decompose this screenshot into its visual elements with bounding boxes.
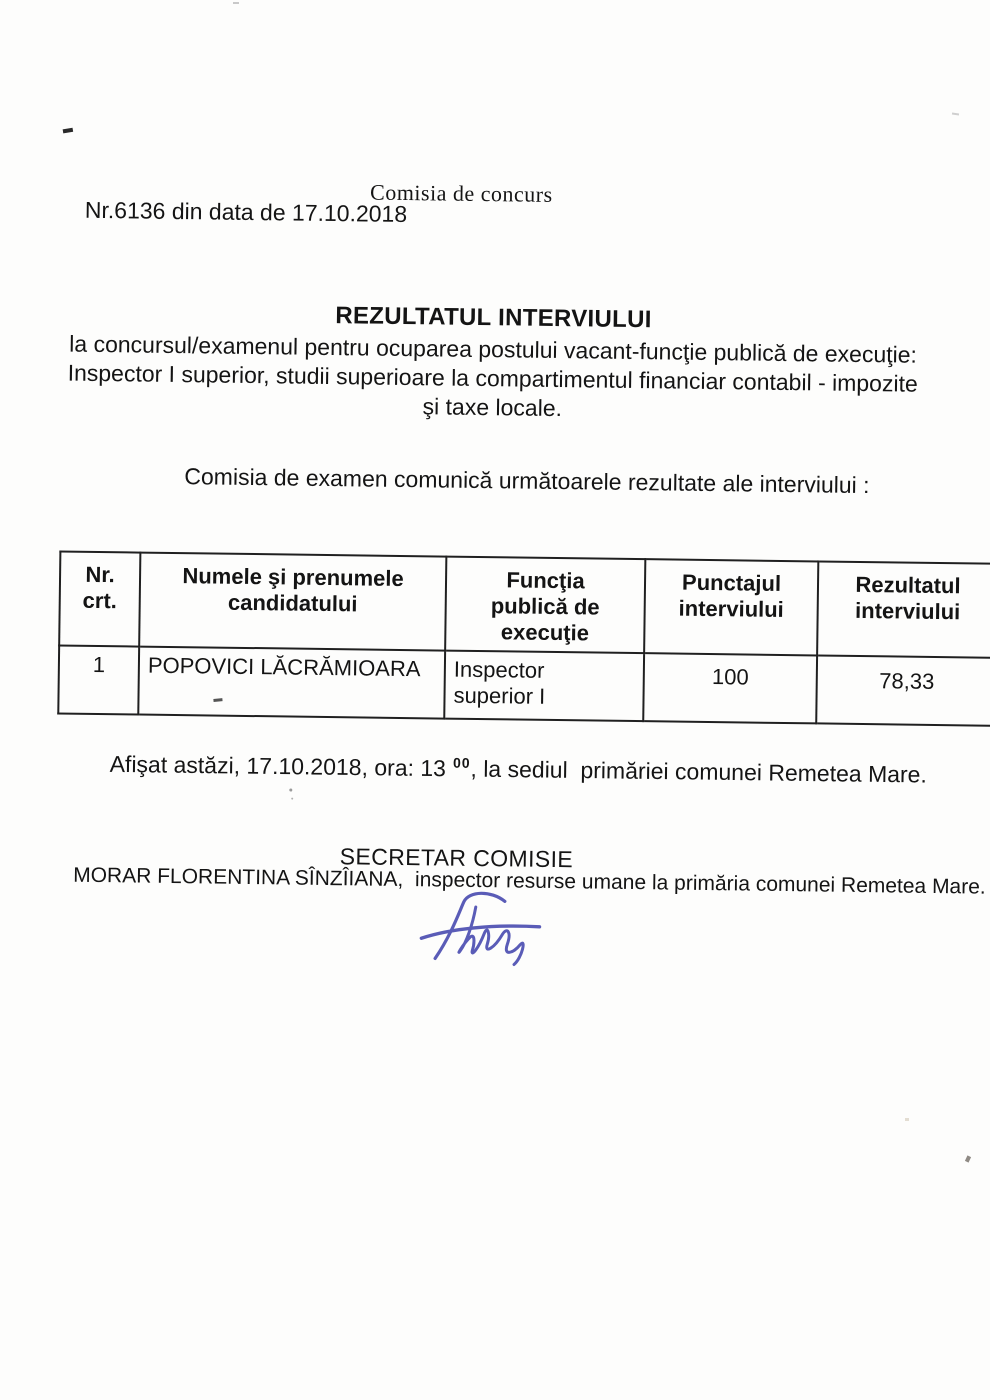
subtitle-paragraph <box>47 329 938 428</box>
posting-hour-superscript: 00 <box>452 754 471 771</box>
header-cell-interview-score: Punctajul interviului <box>644 559 818 655</box>
title-block <box>47 298 938 428</box>
results-table-row <box>58 646 990 726</box>
header-cell-candidate-name: Numele şi prenumele candidatului <box>139 553 446 651</box>
header-cell-public-function: Funcţia publică de execuţie <box>445 557 645 654</box>
cell-interview-score: 100 <box>643 653 817 723</box>
cell-row-number: 1 <box>58 646 139 715</box>
cell-interview-result: 78,33 <box>816 655 990 725</box>
handwritten-signature <box>418 886 547 976</box>
results-table-header-row <box>59 552 990 658</box>
document-title: REZULTATUL INTERVIULUI <box>335 302 652 334</box>
subtitle-line-3: şi taxe locale. <box>422 393 563 422</box>
scan-artifact-dash <box>63 128 74 134</box>
intro-sentence: Comisia de examen comunică următoarele rezultate ale interviului : <box>184 463 870 499</box>
cell-candidate-name: POPOVICI LĂCRĂMIOARA <box>138 647 445 719</box>
signatory-name-line: MORAR FLORENTINA SÎNZÎIANA, inspector resurse umane la primăria comunei Remetea Mare. <box>73 863 986 899</box>
signature-stroke-crossbar <box>421 925 539 940</box>
scan-artifact-speck <box>289 789 292 792</box>
scan-artifact-speck <box>905 1118 909 1121</box>
posting-statement <box>72 723 927 816</box>
scan-artifact-speck <box>233 2 239 4</box>
signatory-role-title: SECRETAR COMISIE <box>339 843 574 873</box>
cell-public-function: Inspector superior I <box>444 651 644 722</box>
header-cell-interview-result: Rezultatul interviului <box>817 561 990 657</box>
scan-artifact-speck <box>291 798 293 800</box>
posting-prefix: Afişat astăzi, 17.10.2018, ora: 13 <box>109 750 447 782</box>
registration-number-line: Nr.6136 din data de 17.10.2018 <box>84 196 408 228</box>
committee-label: Comisia de concurs <box>369 179 553 207</box>
signature-stroke-loops <box>459 907 524 965</box>
header-cell-nr-crt: Nr. crt. <box>59 552 140 647</box>
subtitle-line-2: Inspector I superior, studii superioare la compartimentul financiar contabil - impozite <box>67 359 918 397</box>
subtitle-line-1: la concursul/examenul pentru ocuparea postului vacant-funcţie publică de execuţie: <box>69 330 918 368</box>
results-table <box>57 550 990 726</box>
posting-suffix: , la sediul primăriei comunei Remetea Mare. <box>470 755 928 788</box>
